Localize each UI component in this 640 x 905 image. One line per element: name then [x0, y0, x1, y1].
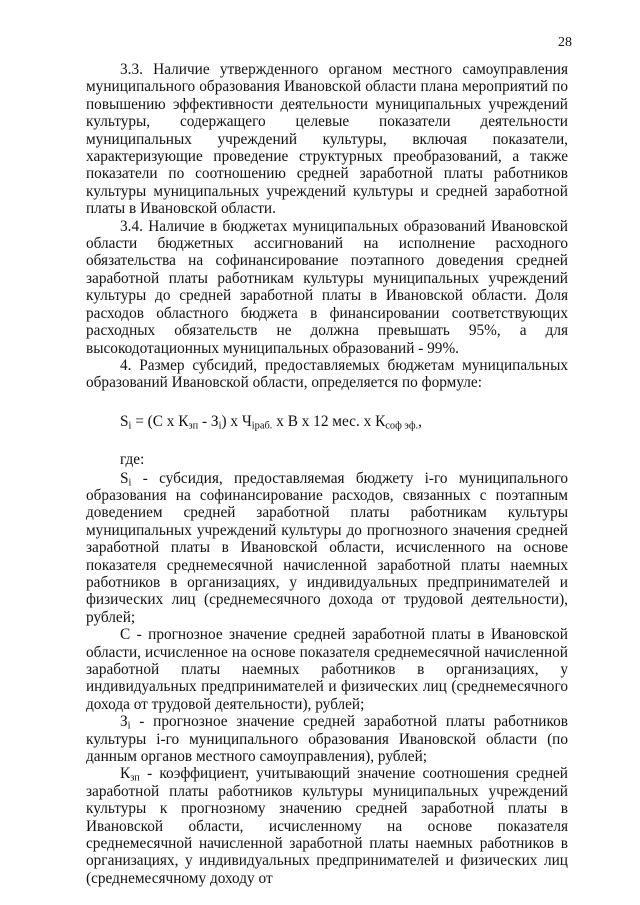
formula-part3: ) х Ч [221, 412, 252, 430]
formula-s: S [120, 412, 129, 430]
zi-text: - прогнозное значение средней заработной платы работников культуры i-го муниципального образования Ивановской области (по данным органов местного самоуправления), рублей; [86, 713, 568, 766]
formula-part5: , [418, 412, 422, 430]
kzp-symbol: К [120, 765, 131, 783]
kzp-sub: зп [130, 773, 140, 785]
definition-c: С - прогнозное значение средней заработной платы в Ивановской области, исчисленное на основе показателя среднемесячной начисленной заработной платы наемных работников в организациях, у индивидуальных предпринимателей и физических лиц (среднемесячного дохода от трудовой деятельности), рублей; [86, 626, 568, 713]
formula-part1: = (С х К [131, 412, 189, 430]
formula-ch-sub: iраб. [251, 420, 273, 432]
definition-zi [86, 713, 568, 765]
si-symbol: S [120, 469, 129, 487]
formula-kof-sub: соф эф. [385, 420, 419, 432]
paragraph-3-3: 3.3. Наличие утвержденного органом местного самоуправления муниципального образования Ивановской области плана мероприятий по повышению эффективности деятельности муниципальных учреждений культуры, содержащего целевые показатели деятельности муниципальных учреждений культуры, включая показатели, характеризующие проведение структурных преобразований, а также показатели по соотношению средней заработной платы работников культуры муниципальных учреждений культуры и средней заработной платы в Ивановской области. [86, 61, 568, 218]
page-number: 28 [558, 35, 572, 50]
definition-kzp [86, 765, 568, 887]
formula-s-sub: i [128, 420, 132, 432]
where-label: где: [120, 451, 145, 469]
paragraph-3-4: 3.4. Наличие в бюджетах муниципальных образований Ивановской области бюджетных ассигнований на исполнение расходного обязательства на софинансирование поэтапного доведения средней заработной платы работникам культуры муниципальных учреждений культуры до средней заработной платы в Ивановской области. Доля расходов областного бюджета в финансировании соответствующих расходных обязательств не должна превышать 95%, а для высокодотационных муниципальных образований - 99%. [86, 217, 568, 357]
subsidy-formula [86, 413, 568, 430]
definition-si [86, 470, 568, 627]
formula-part4: х В х 12 мес. х К [272, 412, 386, 430]
zi-symbol: З [120, 713, 128, 731]
zi-sub: i [127, 720, 131, 732]
si-text: - субсидия, предоставляемая бюджету i-го муниципального образования на софинансирование расходов, связанных с поэтапным доведением средней заработной платы работникам культуры муниципальных учреждений культуры до прогнозного значения средней заработной платы в Ивановской области, исчисленного на основе показателя среднемесячной начисленной заработной платы наемных работников в организациях, у индивидуальных предпринимателей и физических лиц (среднемесячного дохода от трудовой деятельности), рублей; [86, 469, 568, 626]
paragraph-4: 4. Размер субсидий, предоставляемых бюджетам муниципальных образований Ивановской области, определяется по формуле: [86, 356, 568, 392]
formula-part2: - З [198, 412, 219, 430]
si-sub: i [128, 477, 132, 489]
document-body [86, 61, 568, 887]
formula-k-sub: зп [188, 420, 199, 432]
formula-z-sub: i [218, 420, 222, 432]
kzp-text: - коэффициент, учитывающий значение соотношения средней заработной платы работников культуры муниципальных учреждений культуры к прогнозному значению средней заработной платы в Ивановской области, исчисленному на основе показателя среднемесячной начисленной заработной платы наемных работников в организациях, у индивидуальных предпринимателей и физических лиц (среднемесячному доходу от [86, 765, 568, 887]
